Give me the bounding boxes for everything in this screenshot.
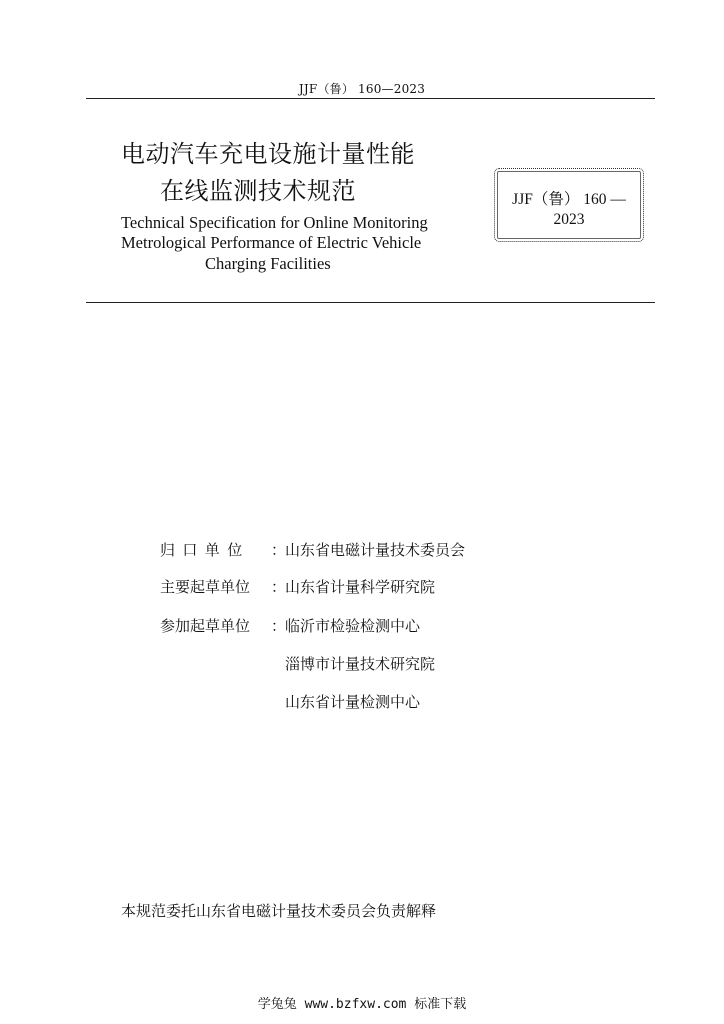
title-english-line-1: Technical Specification for Online Monitoring bbox=[121, 213, 428, 232]
header-standard-code: JJF（鲁） 160—2023 bbox=[298, 82, 426, 96]
participating-drafter-value-3: 山东省计量检测中心 bbox=[285, 693, 421, 711]
standard-number-stamp bbox=[494, 168, 644, 242]
title-chinese-line-2: 在线监测技术规范 bbox=[160, 177, 356, 205]
header-rule bbox=[86, 98, 655, 99]
main-drafter-colon: ： bbox=[271, 578, 287, 596]
participating-drafter-label: 参加起草单位 bbox=[160, 617, 251, 635]
stamp-year-line: 2023 bbox=[553, 211, 585, 228]
title-chinese-line-1: 电动汽车充电设施计量性能 bbox=[121, 140, 415, 168]
participating-drafter-colon: ： bbox=[271, 617, 287, 635]
stamp-code-line: JJF（鲁） 160 — bbox=[512, 191, 626, 208]
title-english-line-2: Metrological Performance of Electric Vehicle bbox=[121, 233, 422, 252]
title-english-line-3: Charging Facilities bbox=[205, 254, 331, 273]
participating-drafter-value-1: 临沂市检验检测中心 bbox=[285, 617, 421, 635]
participating-drafter-value-2: 淄博市计量技术研究院 bbox=[285, 655, 436, 673]
watermark-text: 学兔兔 www.bzfxw.com 标准下载 bbox=[257, 997, 467, 1012]
responsible-unit-colon: ： bbox=[271, 541, 287, 559]
main-drafter-label: 主要起草单位 bbox=[160, 578, 251, 596]
section-rule bbox=[86, 302, 655, 303]
responsible-unit-label: 归口单位 bbox=[160, 541, 250, 559]
interpretation-note: 本规范委托山东省电磁计量技术委员会负责解释 bbox=[121, 902, 437, 920]
responsible-unit-value: 山东省电磁计量技术委员会 bbox=[285, 541, 466, 559]
main-drafter-value: 山东省计量科学研究院 bbox=[285, 578, 436, 596]
